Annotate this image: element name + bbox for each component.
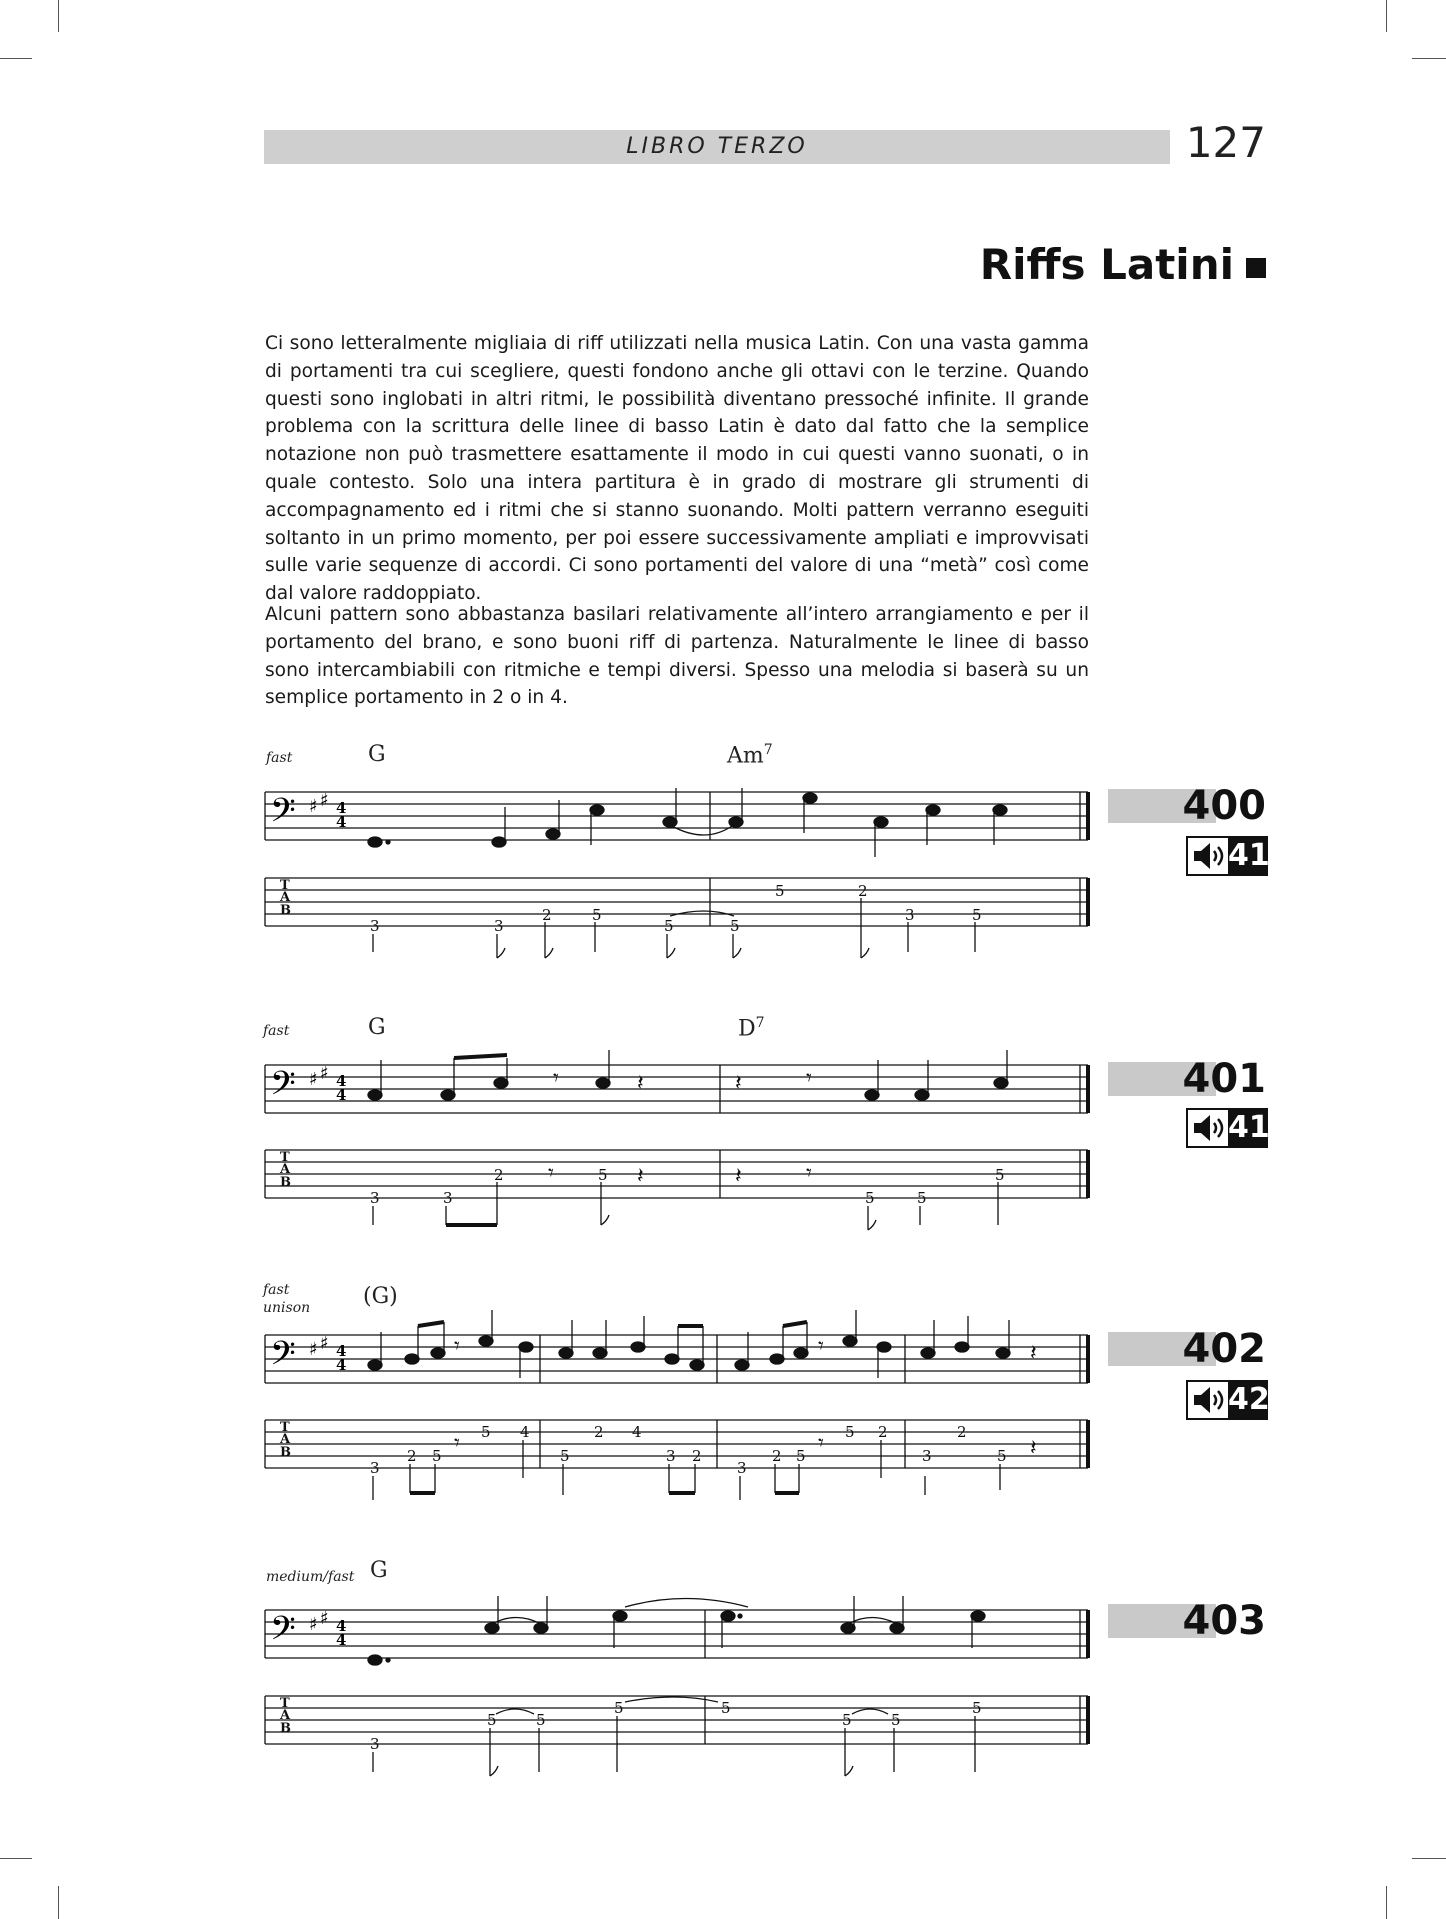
svg-text:𝄾: 𝄾 (818, 1334, 824, 1359)
svg-text:3: 3 (370, 1189, 380, 1207)
time-signature: 4 (336, 1617, 347, 1635)
example-number: 400 (1182, 783, 1266, 829)
svg-text:5: 5 (775, 882, 785, 900)
section-label: LIBRO TERZO (626, 134, 808, 159)
page-number: 127 (1185, 118, 1266, 167)
crop-mark (0, 58, 32, 59)
svg-text:2: 2 (407, 1447, 417, 1465)
tempo-marking: medium/fast (266, 1569, 355, 1585)
speaker-icon (1190, 1112, 1230, 1144)
chord-root: G (368, 742, 386, 767)
intro-paragraph: Ci sono letteralmente migliaia di riff utilizzati nella musica Latin. Con una vasta gamma di portamenti tra cui scegliere, questi fondono anche gli ottavi con le terzine. Quando questi sono inglobati in altri ritmi, le possibilità diventano pressoché infinite. Il grande problema con la scrittura delle linee di basso Latin è dato dal fatto che la semplice notazione non può trasmettere esattamente il modo in cui questi vanno suonati, o in quale contesto. Solo una intera partitura è in grado di mostrare gli strumenti di accompagnamento ed i ritmi che si stanno suonando. Molti pattern verranno eseguiti soltanto in un primo momento, per poi essere successivamente ampliati e improvvisati sulle varie sequenze di accordi. Ci sono portamenti del valore di una “metà” così come dal valore raddoppiato. (265, 333, 1089, 605)
crop-mark (1412, 1858, 1446, 1859)
svg-text:B: B (280, 903, 291, 918)
time-signature: 4 (336, 1631, 347, 1649)
svg-text:5: 5 (664, 917, 674, 935)
tab-stems (373, 1716, 975, 1776)
crop-mark (1386, 0, 1387, 32)
tab-clef (279, 1150, 291, 1190)
note-heads (368, 1310, 1010, 1378)
tab-ties (496, 1697, 888, 1714)
svg-text:5: 5 (972, 1699, 982, 1717)
svg-text:𝄾: 𝄾 (818, 1431, 824, 1456)
tab-stems (373, 898, 975, 958)
chord-root: D (738, 1016, 756, 1042)
svg-text:𝄾: 𝄾 (806, 1066, 812, 1091)
chord-symbol (368, 1015, 386, 1040)
crop-mark (58, 1886, 59, 1919)
audio-track-badge[interactable] (1186, 1380, 1268, 1420)
svg-text:5: 5 (845, 1423, 855, 1441)
svg-text:5: 5 (721, 1699, 731, 1717)
svg-text:𝄾: 𝄾 (548, 1161, 554, 1186)
svg-text:𝄽: 𝄽 (735, 1164, 742, 1189)
chord-symbol (727, 742, 773, 768)
svg-text:𝄾: 𝄾 (454, 1334, 460, 1359)
tab-stems (373, 1440, 1000, 1500)
svg-text:𝄽: 𝄽 (735, 1071, 742, 1096)
chord-root: (G) (363, 1284, 398, 1309)
chord-root: G (368, 1015, 386, 1040)
chord-symbol (368, 742, 386, 767)
time-signature: 4 (336, 1342, 347, 1360)
key-signature: ♯ (320, 1608, 329, 1629)
key-signature: ♯ (309, 1069, 318, 1090)
title-square-icon (1246, 258, 1266, 278)
second-paragraph: Alcuni pattern sono abbastanza basilari relativamente all’intero arrangiamento e per il portamento del brano, e sono buoni riff di partenza. Naturalmente le linee di basso sono intercambiabili con ritmiche e tempi diversi. Spesso una melodia si baserà su un semplice portamento in 2 o in 4. (265, 604, 1089, 709)
crop-mark (1412, 58, 1446, 59)
time-signature: 4 (336, 1072, 347, 1090)
svg-text:2: 2 (772, 1447, 782, 1465)
svg-text:5: 5 (487, 1711, 497, 1729)
svg-text:3: 3 (370, 1735, 380, 1753)
tempo-text: fast (263, 1282, 290, 1298)
svg-text:𝄾: 𝄾 (553, 1066, 559, 1091)
svg-text:𝄽: 𝄽 (637, 1071, 644, 1096)
title-text: Riffs Latini (979, 240, 1234, 289)
svg-text:5: 5 (560, 1447, 570, 1465)
tab-numbers (370, 1699, 982, 1753)
bass-clef-icon: 𝄢 (270, 1610, 296, 1656)
tempo-marking (263, 1281, 310, 1317)
svg-text:5: 5 (891, 1711, 901, 1729)
note-heads (368, 1050, 1008, 1100)
svg-text:3: 3 (666, 1447, 676, 1465)
svg-text:5: 5 (997, 1447, 1007, 1465)
time-signature: 4 (336, 1086, 347, 1104)
chord-extension: 7 (755, 1015, 765, 1031)
key-signature: ♯ (320, 1063, 329, 1084)
svg-text:B: B (280, 1445, 291, 1460)
tab-clef (279, 1420, 291, 1460)
audio-track-number: 42 (1228, 1382, 1270, 1417)
svg-text:A: A (280, 1432, 291, 1447)
crop-mark (58, 0, 59, 32)
svg-text:5: 5 (730, 917, 740, 935)
svg-text:5: 5 (592, 906, 602, 924)
svg-text:3: 3 (494, 917, 504, 935)
svg-text:2: 2 (494, 1166, 504, 1184)
svg-text:T: T (280, 878, 290, 893)
svg-text:3: 3 (905, 906, 915, 924)
chord-symbol (738, 1015, 765, 1041)
tab-clef (279, 878, 291, 918)
chord-extension: 7 (763, 742, 773, 758)
svg-text:5: 5 (972, 906, 982, 924)
bass-clef-icon: 𝄢 (270, 1065, 296, 1111)
example-number: 402 (1182, 1326, 1266, 1372)
svg-text:2: 2 (594, 1423, 604, 1441)
svg-text:5: 5 (481, 1423, 491, 1441)
svg-text:B: B (280, 1175, 291, 1190)
tab-stems (373, 1182, 998, 1230)
svg-text:2: 2 (692, 1447, 702, 1465)
tempo-marking: fast (263, 1023, 290, 1039)
svg-text:3: 3 (737, 1459, 747, 1477)
key-signature: ♯ (309, 1614, 318, 1635)
svg-text:𝄽: 𝄽 (1030, 1436, 1037, 1461)
svg-text:4: 4 (632, 1423, 642, 1441)
bass-clef-icon: 𝄢 (270, 792, 296, 838)
svg-text:3: 3 (922, 1447, 932, 1465)
tempo-unison: unison (263, 1300, 311, 1316)
svg-text:5: 5 (865, 1189, 875, 1207)
tab-rests (548, 1161, 812, 1189)
svg-text:5: 5 (536, 1711, 546, 1729)
bass-clef-icon: 𝄢 (270, 1335, 296, 1381)
crop-mark (1386, 1886, 1387, 1919)
note-heads (368, 788, 1007, 857)
tab-clef (279, 1696, 291, 1736)
speaker-icon (1190, 1384, 1230, 1416)
time-signature: 4 (336, 1356, 347, 1374)
svg-text:3: 3 (370, 917, 380, 935)
svg-text:5: 5 (917, 1189, 927, 1207)
svg-text:2: 2 (858, 882, 868, 900)
svg-text:3: 3 (443, 1189, 453, 1207)
time-signature: 4 (336, 813, 347, 831)
svg-text:B: B (280, 1721, 291, 1736)
svg-text:T: T (280, 1420, 290, 1435)
svg-text:5: 5 (796, 1447, 806, 1465)
key-signature: ♯ (309, 1339, 318, 1360)
svg-text:5: 5 (842, 1711, 852, 1729)
audio-track-badge[interactable] (1186, 836, 1268, 876)
svg-text:𝄽: 𝄽 (1030, 1341, 1037, 1366)
time-signature: 4 (336, 799, 347, 817)
audio-track-number: 41 (1228, 838, 1270, 873)
svg-text:5: 5 (995, 1166, 1005, 1184)
svg-text:A: A (280, 1162, 291, 1177)
key-signature: ♯ (320, 1333, 329, 1354)
svg-text:4: 4 (520, 1423, 530, 1441)
svg-text:𝄽: 𝄽 (637, 1164, 644, 1189)
chord-root: Am (727, 743, 764, 769)
svg-text:2: 2 (542, 906, 552, 924)
key-signature: ♯ (320, 790, 329, 811)
svg-text:2: 2 (957, 1423, 967, 1441)
tempo-marking: fast (266, 750, 293, 766)
rests (553, 1066, 812, 1096)
svg-text:5: 5 (598, 1166, 608, 1184)
svg-text:T: T (280, 1696, 290, 1711)
svg-text:2: 2 (878, 1423, 888, 1441)
svg-text:𝄾: 𝄾 (454, 1431, 460, 1456)
page-title (980, 240, 1266, 289)
chord-symbol (370, 1558, 388, 1583)
chord-root: G (370, 1558, 388, 1583)
crop-mark (0, 1858, 32, 1859)
svg-text:𝄾: 𝄾 (806, 1161, 812, 1186)
svg-text:A: A (280, 1708, 291, 1723)
svg-text:A: A (280, 890, 291, 905)
svg-text:3: 3 (370, 1459, 380, 1477)
svg-text:5: 5 (432, 1447, 442, 1465)
speaker-icon (1190, 840, 1230, 872)
note-heads (368, 1596, 985, 1665)
audio-track-number: 41 (1228, 1110, 1270, 1145)
audio-track-badge[interactable] (1186, 1108, 1268, 1148)
chord-symbol (363, 1284, 398, 1309)
tab-staff (265, 878, 1088, 926)
example-number: 401 (1182, 1056, 1266, 1102)
example-number: 403 (1182, 1598, 1266, 1644)
tab-numbers (370, 1423, 1007, 1477)
key-signature: ♯ (309, 796, 318, 817)
svg-text:T: T (280, 1150, 290, 1165)
svg-text:5: 5 (614, 1699, 624, 1717)
